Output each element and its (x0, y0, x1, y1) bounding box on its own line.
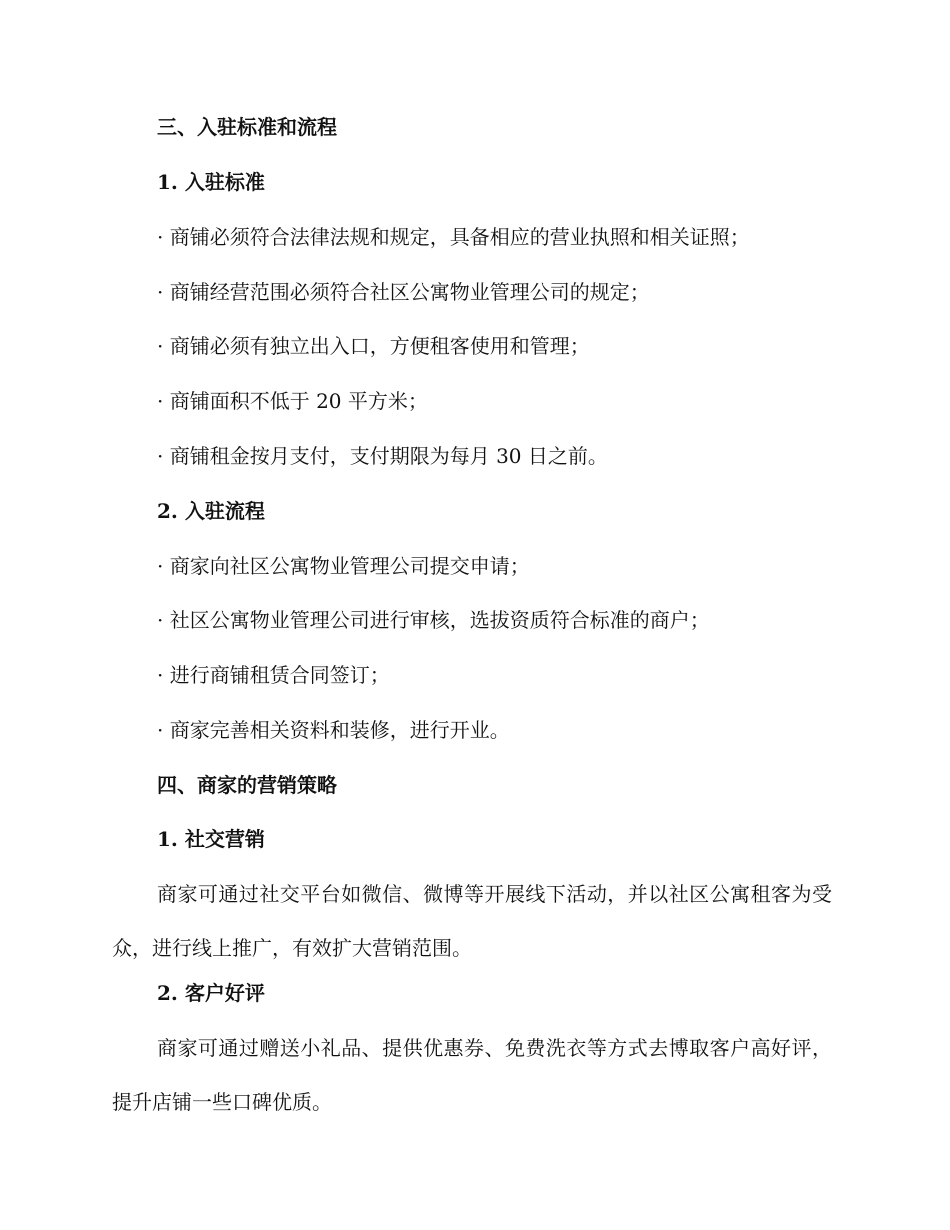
subsection-4-1-heading: 1. 社交营销 (157, 827, 265, 851)
list-item: · 进行商铺租赁合同签订； (157, 663, 390, 687)
section-4-heading: 四、商家的营销策略 (157, 773, 337, 797)
list-item: · 商家向社区公寓物业管理公司提交申请； (157, 554, 530, 578)
list-item: · 商铺必须符合法律法规和规定，具备相应的营业执照和相关证照； (157, 225, 750, 249)
list-item: · 商家完善相关资料和装修，进行开业。 (157, 718, 510, 742)
subsection-3-2-heading: 2. 入驻流程 (157, 499, 265, 523)
subsection-4-2-heading: 2. 客户好评 (157, 981, 265, 1005)
list-item: · 社区公寓物业管理公司进行审核，选拔资质符合标准的商户； (157, 608, 710, 632)
subsection-3-1-heading: 1. 入驻标准 (157, 170, 265, 194)
paragraph-social-marketing: 商家可通过社交平台如微信、微博等开展线下活动，并以社区公寓租客为受众，进行线上推广，有效扩大营销范围。 (112, 882, 832, 960)
list-item: · 商铺面积不低于 20 平方米； (157, 389, 428, 413)
paragraph-customer-reviews: 商家可通过赠送小礼品、提供优惠券、免费洗衣等方式去博取客户高好评，提升店铺一些口碑优质。 (112, 1036, 832, 1114)
section-3-heading: 三、入驻标准和流程 (157, 115, 337, 139)
list-item: · 商铺租金按月支付，支付期限为每月 30 日之前。 (157, 444, 608, 468)
list-item: · 商铺经营范围必须符合社区公寓物业管理公司的规定； (157, 280, 650, 304)
list-item: · 商铺必须有独立出入口，方便租客使用和管理； (157, 334, 590, 358)
